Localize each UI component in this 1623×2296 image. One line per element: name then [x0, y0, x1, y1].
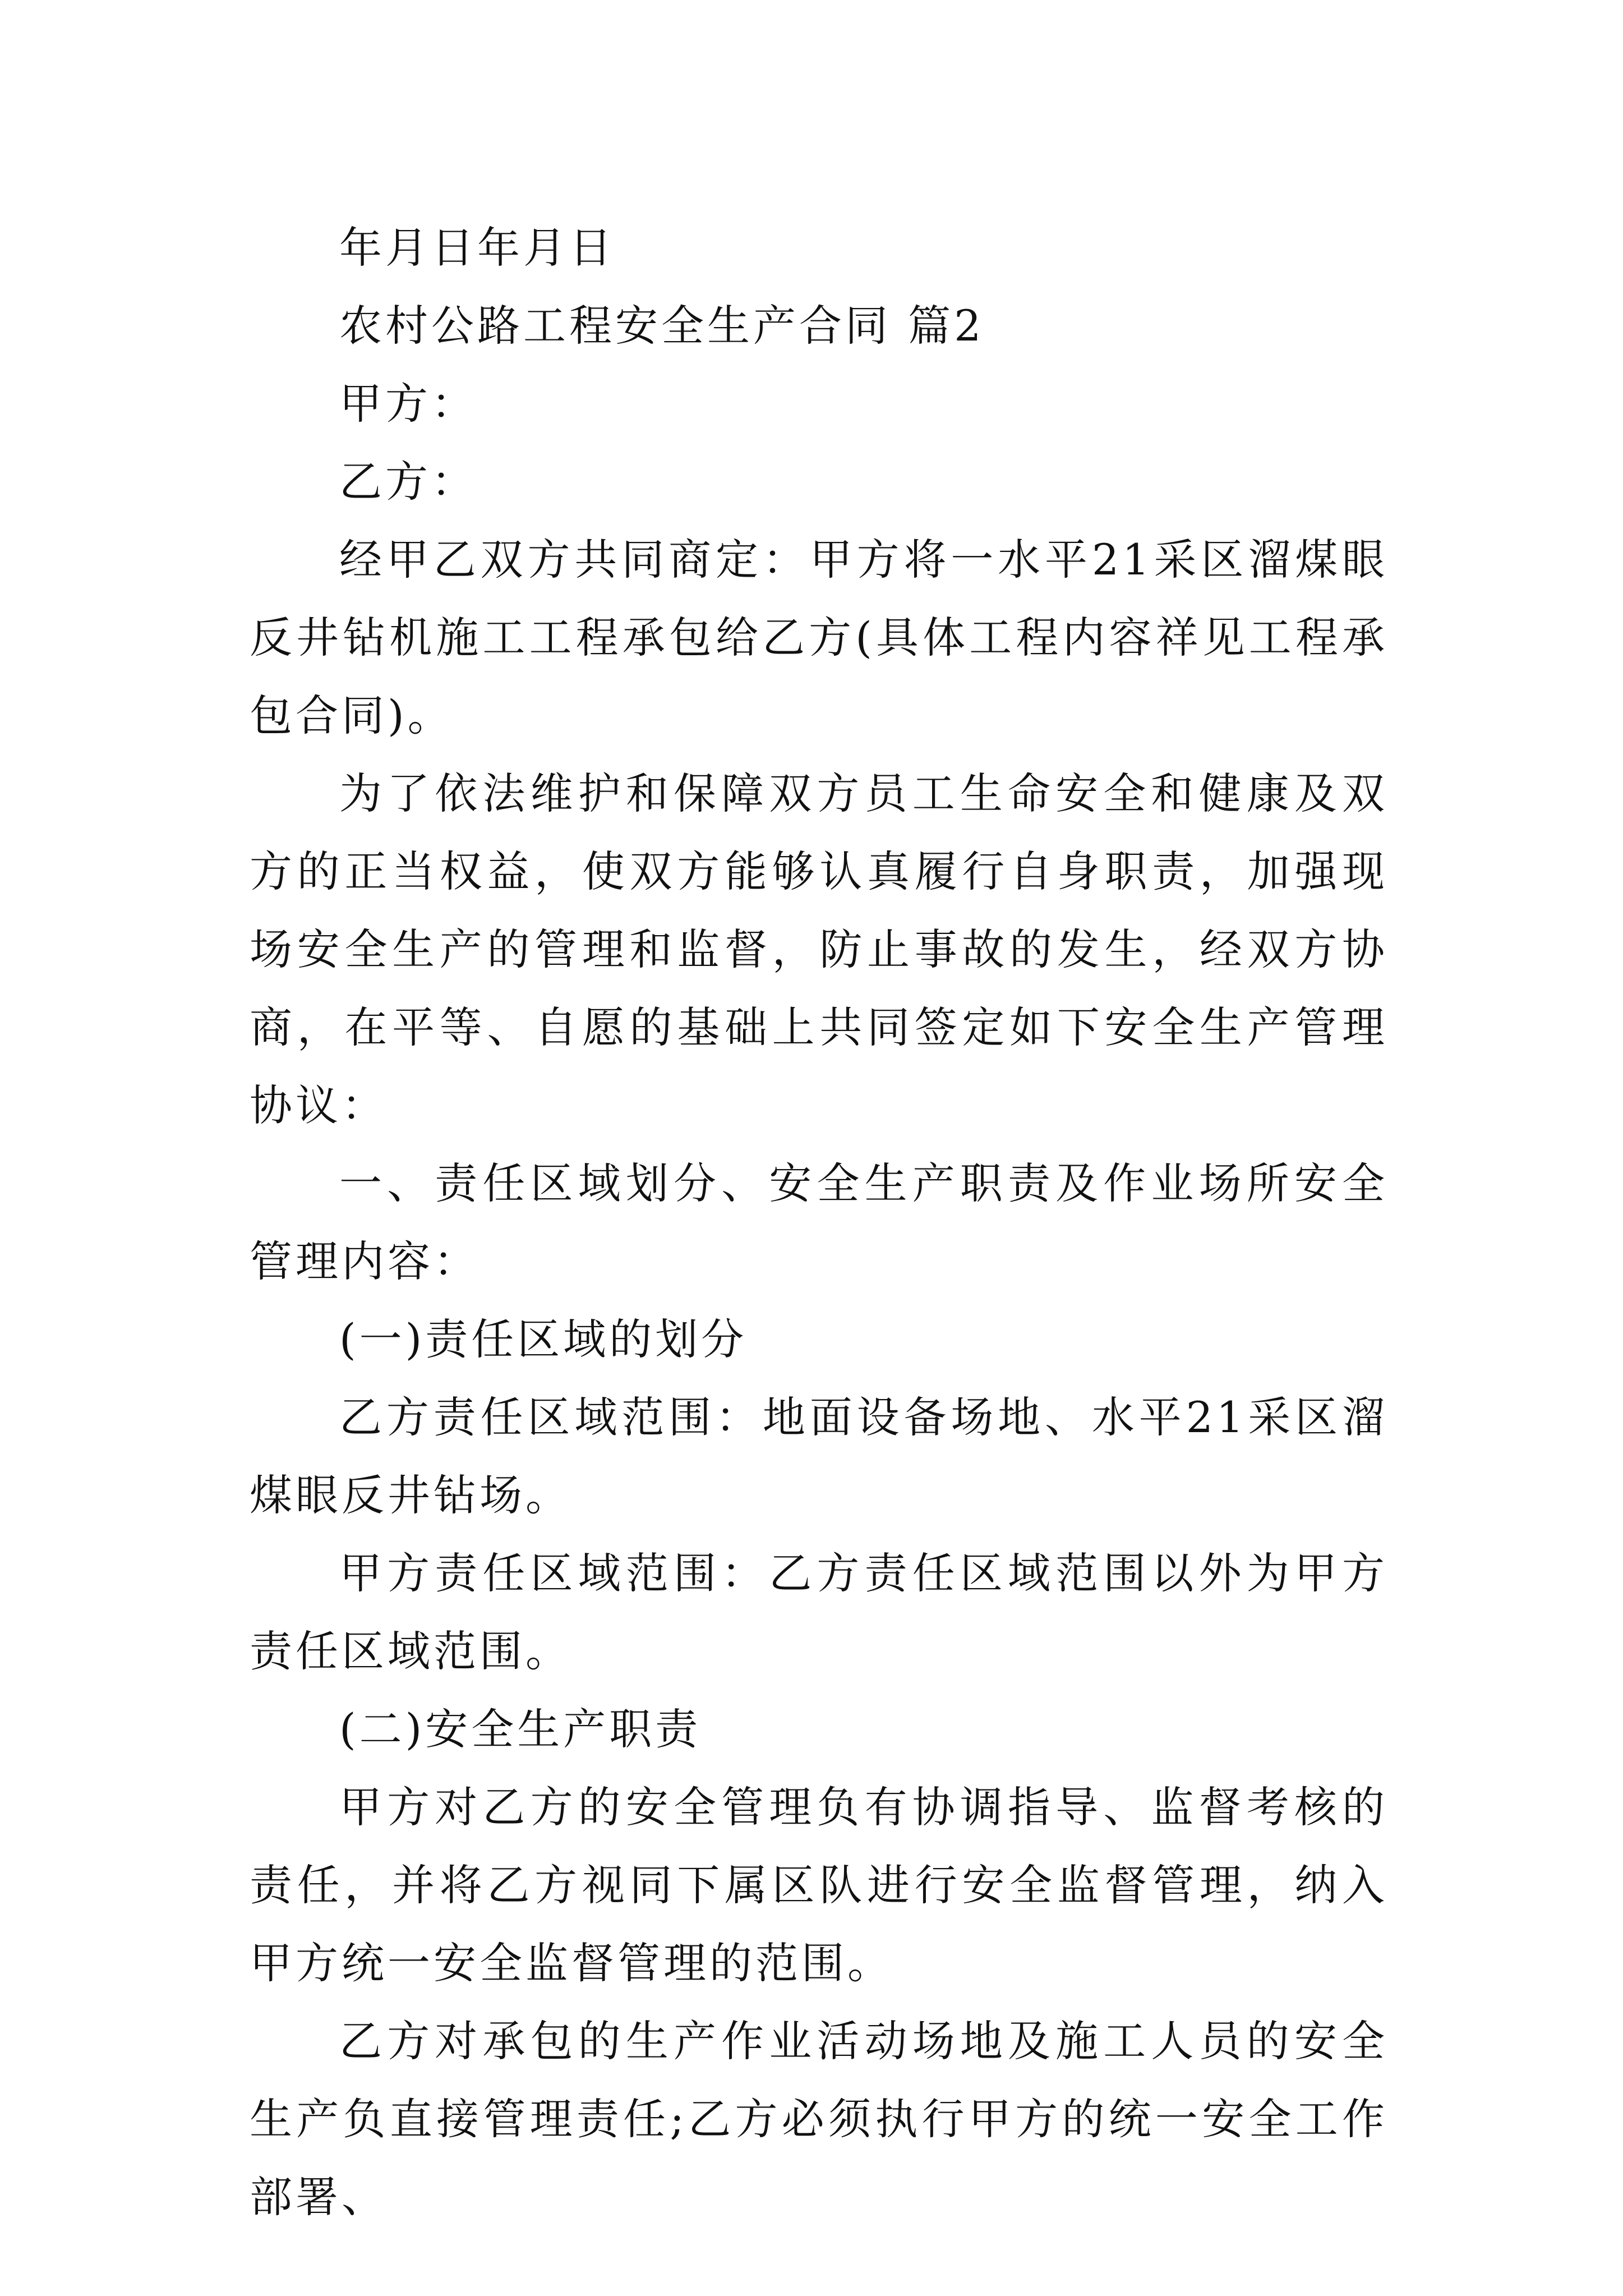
- party-b-label: 乙方：: [339, 457, 477, 507]
- section-heading-1: 一、责任区域划分、安全生产职责及作业场所安全管理内容：: [250, 1158, 1388, 1286]
- party-b-duty-paragraph: 乙方对承包的生产作业活动场地及施工人员的安全生产负直接管理责任;乙方必须执行甲方的统一安全工作部署、: [250, 2016, 1388, 2222]
- party-a-area-paragraph: 甲方责任区域范围：乙方责任区域范围以外为甲方责任区域范围。: [250, 1548, 1388, 1676]
- document-body: [250, 209, 1388, 2236]
- subsection-heading-1: (一)责任区域的划分: [339, 1314, 748, 1364]
- contract-title: 农村公路工程安全生产合同 篇2: [339, 301, 985, 351]
- date-line: 年月日年月日: [339, 223, 615, 273]
- subsection-heading-2: (二)安全生产职责: [339, 1704, 702, 1754]
- purpose-paragraph: 为了依法维护和保障双方员工生命安全和健康及双方的正当权益，使双方能够认真履行自身职责，加强现场安全生产的管理和监督，防止事故的发生，经双方协商，在平等、自愿的基础上共同签定如下安全生产管理协议：: [250, 769, 1388, 1130]
- party-a-label: 甲方：: [339, 379, 477, 429]
- party-b-area-paragraph: 乙方责任区域范围：地面设备场地、水平21采区溜煤眼反井钻场。: [250, 1392, 1388, 1520]
- agreement-paragraph: 经甲乙双方共同商定：甲方将一水平21采区溜煤眼反井钻机施工工程承包给乙方(具体工程内容祥见工程承包合同)。: [250, 535, 1388, 740]
- party-a-duty-paragraph: 甲方对乙方的安全管理负有协调指导、监督考核的责任，并将乙方视同下属区队进行安全监督管理，纳入甲方统一安全监督管理的范围。: [250, 1782, 1388, 1988]
